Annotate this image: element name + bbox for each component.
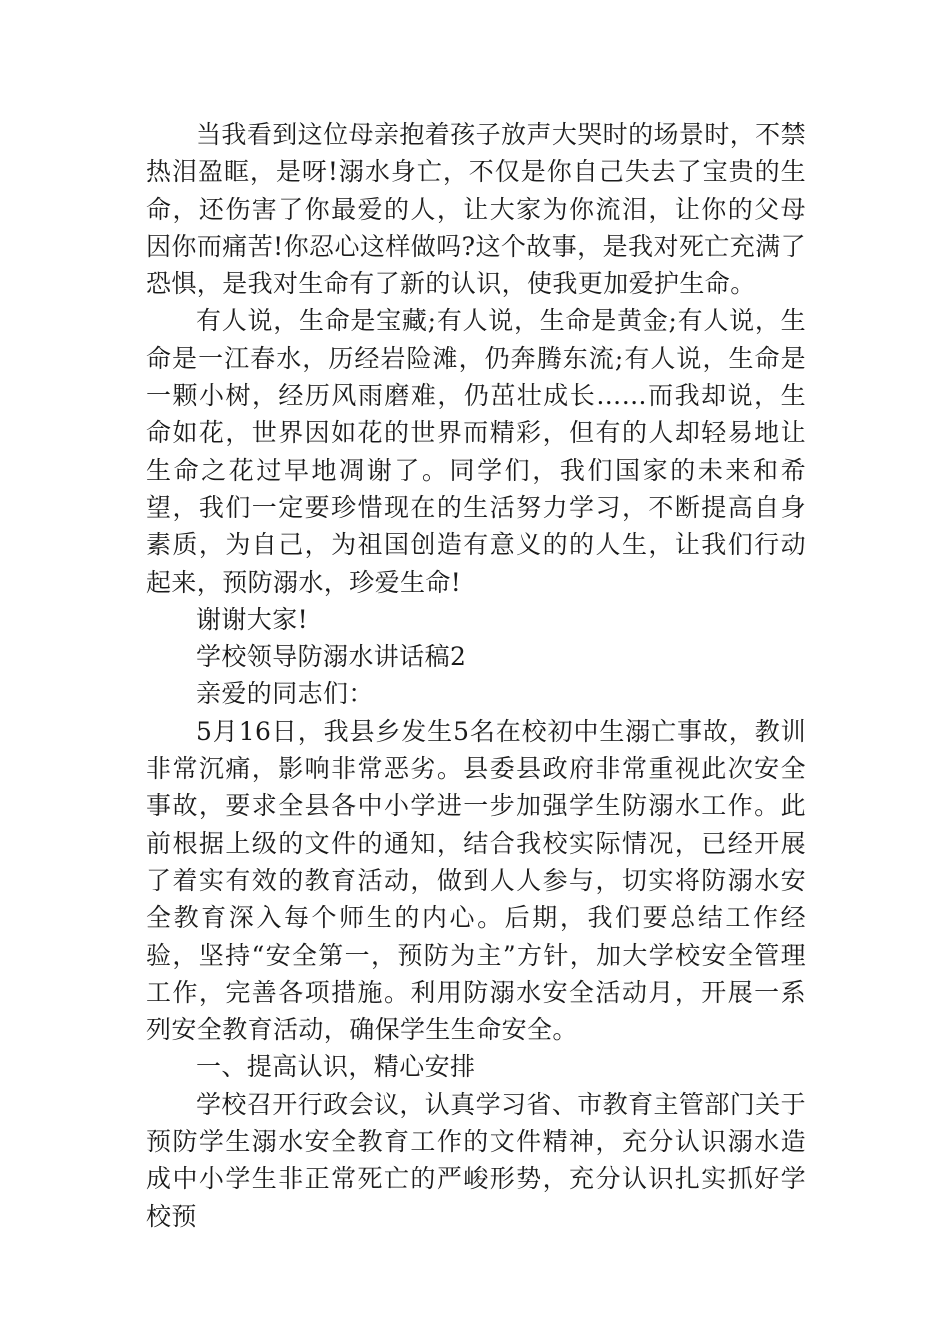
section-heading-1: 一、提高认识，精心安排 — [196, 1052, 476, 1082]
paragraph-meeting: 学校召开行政会议，认真学习省、市教育主管部门关于预防学生溺水安全教育工作的文件精神，充分认识溺水造成中小学生非正常死亡的严峻形势，充分认识扎实抓好学校预 — [146, 1089, 806, 1231]
speech-title: 学校领导防溺水讲话稿2 — [196, 642, 467, 672]
paragraph-incident: 5月16日，我县乡发生5名在校初中生溺亡事故，教训非常沉痛，影响非常恶劣。县委县政府非常重视此次安全事故，要求全县各中小学进一步加强学生防溺水工作。此前根据上级的文件的通知，结合我校实际情况，已经开展了着实有效的教育活动，做到人人参与，切实将防溺水安全教育深入每个师生的内心。后期，我们要总结工作经验，坚持“安全第一，预防为主”方针，加大学校安全管理工作，完善各项措施。利用防溺水安全活动月，开展一系列安全教育活动，确保学生生命安全。 — [146, 716, 806, 1045]
salutation: 亲爱的同志们： — [196, 679, 374, 709]
paragraph-mother-story: 当我看到这位母亲抱着孩子放声大哭时的场景时，不禁热泪盈眶，是呀!溺水身亡，不仅是你自己失去了宝贵的生命，还伤害了你最爱的人，让大家为你流泪，让你的父母因你而痛苦!你忍心这样做吗?这个故事，是我对死亡充满了恐惧，是我对生命有了新的认识，使我更加爱护生命。 — [146, 120, 806, 299]
document-body — [146, 116, 806, 1235]
paragraph-life-metaphors: 有人说，生命是宝藏;有人说，生命是黄金;有人说，生命是一江春水，历经岩险滩，仍奔腾东流;有人说，生命是一颗小树，经历风雨磨难，仍茁壮成长……而我却说，生命如花，世界因如花的世界而精彩，但有的人却轻易地让生命之花过早地凋谢了。同学们，我们国家的未来和希望，我们一定要珍惜现在的生活努力学习，不断提高自身素质，为自己，为祖国创造有意义的的人生，让我们行动起来，预防溺水，珍爱生命! — [146, 306, 806, 597]
closing-thanks: 谢谢大家! — [196, 604, 309, 634]
